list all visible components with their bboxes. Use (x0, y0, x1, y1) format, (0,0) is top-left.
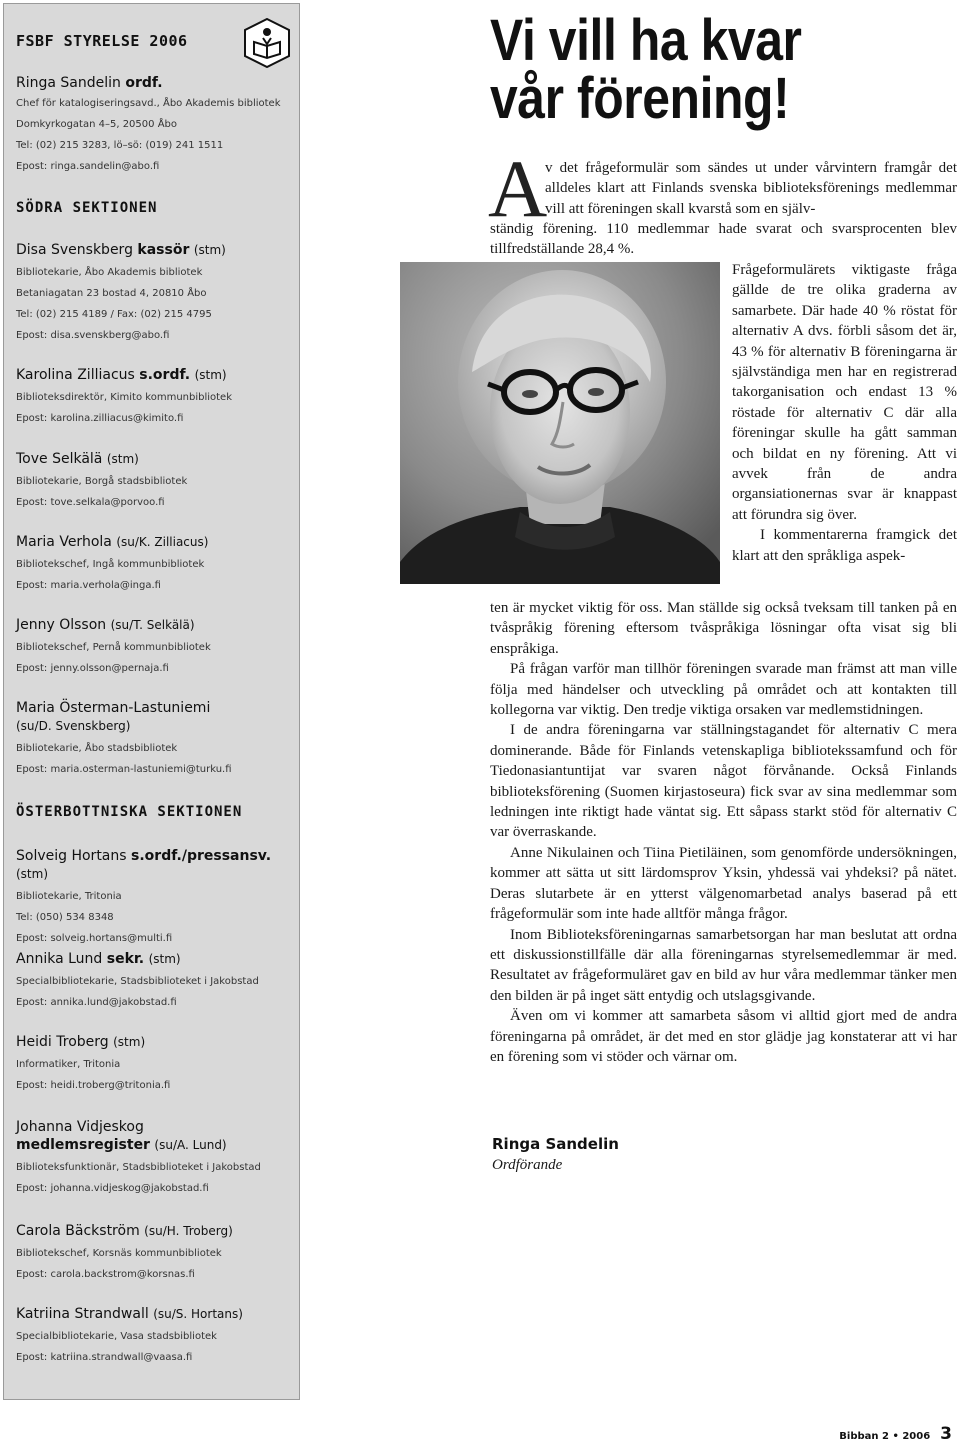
member-name: Solveig Hortans (16, 848, 127, 864)
board-member (16, 241, 296, 342)
article-paragraph: I kommentarerna framgick det klart att den språkliga aspek- (732, 527, 957, 564)
member-phone: Tel: (050) 534 8348 (16, 912, 114, 923)
member-name: Jenny Olsson (16, 617, 107, 633)
member-title: Bibliotekschef, Korsnäs kommunbibliotek (16, 1248, 222, 1259)
member-name: Tove Selkälä (16, 451, 103, 467)
member-name: Maria Österman-Lastuniemi (16, 700, 211, 716)
member-name: Johanna Vidjeskog (16, 1119, 144, 1135)
article-paragraph: I de andra föreningarna var ställningstagandet för alternativ C mera dominerande. Både för Finlands vetenskapliga bibliotekssamfund och för Tiedonasiantuntijat var svaren något förvånande. Också Finlands biblioteksförening (Suomen kirjastoseura) fick svar av sina medlemmar som ledningen inte riktigt hade väntat sig. Ett såpass starkt stöd för alternativ C var överraskande. (490, 722, 957, 841)
article-paragraph: Även om vi kommer att samarbeta såsom vi alltid gjort med de andra föreningarna på området, är det med en stor glädje jag konstaterar att vi har en förening som vi stöder och värnar om. (490, 1008, 957, 1065)
member-note: (su/A. Lund) (154, 1138, 227, 1152)
reading-figure-logo-icon (244, 18, 290, 68)
member-note: (stm) (148, 952, 181, 966)
member-email: Epost: annika.lund@jakobstad.fi (16, 997, 177, 1008)
member-phone: Tel: (02) 215 4189 / Fax: (02) 215 4795 (16, 309, 212, 320)
board-member (16, 950, 296, 1009)
member-name: Carola Bäckström (16, 1223, 140, 1239)
member-title: Specialbibliotekarie, Stadsbiblioteket i Jakobstad (16, 976, 259, 987)
member-title: Biblioteksfunktionär, Stadsbiblioteket i Jakobstad (16, 1162, 261, 1173)
board-member-chair (16, 74, 296, 173)
member-note: (su/T. Selkälä) (110, 618, 195, 632)
member-email: Epost: solveig.hortans@multi.fi (16, 933, 173, 944)
member-email: Epost: heidi.troberg@tritonia.fi (16, 1080, 171, 1091)
board-member (16, 1305, 296, 1364)
headline-line: Vi vill ha kvar (490, 8, 802, 73)
member-name: Disa Svenskberg (16, 242, 133, 258)
board-member (16, 1222, 296, 1281)
member-note: (su/D. Svenskberg) (16, 719, 131, 733)
member-name: Katriina Strandwall (16, 1306, 149, 1322)
member-title: Bibliotekschef, Pernå kommunbibliotek (16, 642, 211, 653)
board-member (16, 450, 296, 509)
article-paragraph: Frågeformulärets viktigaste fråga gällde de tre olika graderna av samarbete. Där hade 40 % röstat för alternativ A dvs. förbli såsom det är, 43 % för alternativ B föreningarna är självständiga men har en registrerad takorganisation och endast 13 % röstade för alternativ C där alla föreningar skulle ha gått samman och bildat en ny förening. Att vi avvek från de andra organsiationernas svar är knappast att förundra sig över. (732, 262, 957, 523)
board-member (16, 616, 296, 675)
member-email: Epost: ringa.sandelin@abo.fi (16, 161, 160, 172)
member-name: Annika Lund (16, 951, 103, 967)
member-role: s.ordf./pressansv. (131, 848, 272, 864)
member-name: Karolina Zilliacus (16, 367, 135, 383)
member-email: Epost: katriina.strandwall@vaasa.fi (16, 1352, 193, 1363)
member-email: Epost: karolina.zilliacus@kimito.fi (16, 413, 184, 424)
article-side-column (732, 260, 957, 566)
member-title: Informatiker, Tritonia (16, 1059, 121, 1070)
member-email: Epost: jenny.olsson@pernaja.fi (16, 663, 169, 674)
article-paragraph: På frågan varför man tillhör föreningen svarade man främst att man ville följa med händelser och utveckling på området och att kontakten till kollegorna var viktig. Den tredje viktiga orsaken var medlemstidningen. (490, 661, 957, 719)
article-paragraph: Inom Biblioteksföreningarnas samarbetsorgan har man beslutat att ordna ett diskussionstillfälle där alla föreningarnas styrelsemedlemmar är med. Resultatet av frågeformuläret gav en bild av hur våra medlemmar tänker men den bilden är på inget sätt entydig och utslagsgivande. (490, 926, 957, 1004)
section-heading-south: SÖDRA SEKTIONEN (16, 200, 158, 216)
member-title: Bibliotekarie, Åbo Akademis bibliotek (16, 267, 203, 278)
signature-title: Ordförande (492, 1157, 563, 1173)
member-note: (stm) (16, 867, 49, 881)
article-headline (490, 8, 886, 131)
member-name: Heidi Troberg (16, 1034, 109, 1050)
board-member (16, 1118, 296, 1195)
sidebar-title: FSBF STYRELSE 2006 (16, 32, 188, 50)
member-role: ordf. (125, 75, 163, 91)
intro-paragraph-continued: ständig förening. 110 medlemmar hade svarat och svarsprocenten blev tillfredställande 28,4 %. (490, 221, 957, 258)
member-note: (su/K. Zilliacus) (116, 535, 209, 549)
section-heading-north: ÖSTERBOTTNISKA SEKTIONEN (16, 804, 243, 820)
page-number: 3 (940, 1424, 952, 1444)
board-member (16, 699, 296, 776)
member-title: Specialbibliotekarie, Vasa stadsbibliotek (16, 1331, 217, 1342)
member-email: Epost: maria.osterman-lastuniemi@turku.fi (16, 764, 232, 775)
member-role: medlemsregister (16, 1137, 150, 1153)
member-role: kassör (137, 242, 190, 258)
member-role: sekr. (106, 951, 145, 967)
article-main-column (490, 598, 957, 1067)
page-footer (839, 1424, 952, 1444)
member-title: Bibliotekarie, Tritonia (16, 891, 122, 902)
drop-cap: A (488, 143, 548, 234)
member-email: Epost: maria.verhola@inga.fi (16, 580, 161, 591)
member-email: Epost: tove.selkala@porvoo.fi (16, 497, 165, 508)
member-note: (stm) (194, 368, 227, 382)
member-address: Betaniagatan 23 bostad 4, 20810 Åbo (16, 288, 207, 299)
member-title: Chef för katalogiseringsavd., Åbo Akademis bibliotek (16, 98, 281, 109)
board-member (16, 366, 296, 425)
article-paragraph: Anne Nikulainen och Tiina Pietiläinen, som genomförde undersökningen, kommer att sätta ut sitt lärdomsprov Yksin, yhdessä vai yhdeksi? på nätet. Deras slutarbete är en ytterst välgenomarbetad analys baserad på ett frågeformulär som inte hade alltför många frågor. (490, 844, 957, 923)
member-note: (stm) (106, 452, 139, 466)
member-role: s.ordf. (139, 367, 191, 383)
member-phone: Tel: (02) 215 3283, lö–sö: (019) 241 1511 (16, 140, 224, 151)
board-member (16, 1033, 296, 1092)
member-name: Ringa Sandelin (16, 75, 121, 91)
member-email: Epost: disa.svenskberg@abo.fi (16, 330, 170, 341)
signature-name: Ringa Sandelin (492, 1135, 619, 1153)
member-address: Domkyrkogatan 4–5, 20500 Åbo (16, 119, 177, 130)
member-title: Bibliotekarie, Åbo stadsbibliotek (16, 743, 178, 754)
member-note: (stm) (113, 1035, 146, 1049)
headline-line: vår förening! (490, 66, 790, 131)
member-note: (su/H. Troberg) (144, 1224, 233, 1238)
portrait-photo (400, 262, 720, 584)
board-sidebar (3, 3, 300, 1400)
board-member (16, 533, 296, 592)
publication-label: Bibban 2 • 2006 (839, 1431, 931, 1442)
member-name: Maria Verhola (16, 534, 112, 550)
member-note: (stm) (193, 243, 226, 257)
board-member (16, 847, 296, 945)
member-title: Bibliotekarie, Borgå stadsbibliotek (16, 476, 188, 487)
member-title: Biblioteksdirektör, Kimito kommunbibliotek (16, 392, 233, 403)
article-paragraph: ten är mycket viktig för oss. Man ställde sig också tveksam till tanken på en tvåspråkig förening eftersom tvåspråkiga lösningar ofta visat sig bli enspråkiga. (490, 600, 957, 657)
member-email: Epost: johanna.vidjeskog@jakobstad.fi (16, 1183, 209, 1194)
member-title: Bibliotekschef, Ingå kommunbibliotek (16, 559, 205, 570)
member-email: Epost: carola.backstrom@korsnas.fi (16, 1269, 195, 1280)
intro-paragraph: v det frågeformulär som sändes ut under vårvintern framgår det alldeles klart att Finlands svenska biblioteksförenings medlemmar vill att föreningen skall kvarstå som en själv- (545, 160, 957, 217)
member-note: (su/S. Hortans) (153, 1307, 243, 1321)
